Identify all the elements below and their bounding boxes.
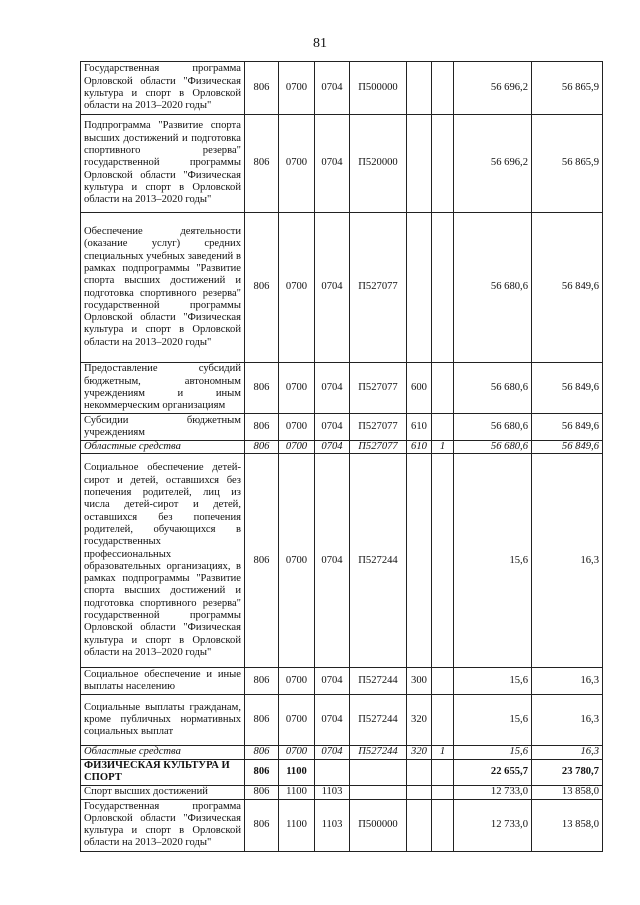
cell-name: Государственная программа Орловской области "Физическая культура и спорт в Орловской области на 2013–2020 годы" xyxy=(81,799,245,851)
cell-subsection: 1103 xyxy=(315,785,350,799)
cell-amount-year1: 12 733,0 xyxy=(454,785,532,799)
cell-target-article: П520000 xyxy=(350,115,407,213)
cell-subsection: 0704 xyxy=(315,668,350,695)
cell-amount-year2: 16,3 xyxy=(532,746,603,759)
cell-target-article: П527244 xyxy=(350,695,407,746)
cell-name: Социальные выплаты гражданам, кроме публичных нормативных социальных выплат xyxy=(81,695,245,746)
cell-target-article: П527244 xyxy=(350,668,407,695)
cell-expense-type: 320 xyxy=(407,746,432,759)
cell-grbs: 806 xyxy=(245,759,279,785)
cell-section: 0700 xyxy=(279,414,315,441)
cell-amount-year1: 56 680,6 xyxy=(454,213,532,363)
table-row xyxy=(81,454,603,668)
cell-name: Подпрограмма "Развитие спорта высших достижений и подготовка спортивного резерва" государственной программы Орловской области "Физическая культура и спорт в Орловской области на 2013–2020 годы" xyxy=(81,115,245,213)
cell-expense-type xyxy=(407,759,432,785)
cell-expense-type: 600 xyxy=(407,363,432,414)
cell-expense-type xyxy=(407,785,432,799)
cell-amount-year2: 56 849,6 xyxy=(532,414,603,441)
cell-section: 0700 xyxy=(279,62,315,115)
cell-section: 1100 xyxy=(279,785,315,799)
cell-source xyxy=(432,363,454,414)
cell-subsection: 0704 xyxy=(315,363,350,414)
cell-subsection: 0704 xyxy=(315,746,350,759)
cell-amount-year1: 15,6 xyxy=(454,695,532,746)
cell-expense-type: 610 xyxy=(407,441,432,454)
cell-expense-type: 610 xyxy=(407,414,432,441)
cell-grbs: 806 xyxy=(245,414,279,441)
cell-expense-type xyxy=(407,62,432,115)
cell-source xyxy=(432,799,454,851)
cell-amount-year2: 16,3 xyxy=(532,454,603,668)
cell-name: Социальное обеспечение и иные выплаты населению xyxy=(81,668,245,695)
cell-amount-year2: 16,3 xyxy=(532,668,603,695)
cell-grbs: 806 xyxy=(245,441,279,454)
cell-source: 1 xyxy=(432,441,454,454)
cell-source xyxy=(432,668,454,695)
cell-name: Предоставление субсидий бюджетным, автономным учреждениям и иным некоммерческим организациям xyxy=(81,363,245,414)
cell-section: 0700 xyxy=(279,363,315,414)
table-row xyxy=(81,799,603,851)
table-row xyxy=(81,363,603,414)
cell-name: Областные средства xyxy=(81,441,245,454)
table-row xyxy=(81,668,603,695)
cell-source xyxy=(432,785,454,799)
cell-amount-year2: 16,3 xyxy=(532,695,603,746)
cell-amount-year2: 56 849,6 xyxy=(532,363,603,414)
cell-expense-type xyxy=(407,454,432,668)
cell-subsection: 0704 xyxy=(315,454,350,668)
cell-subsection: 0704 xyxy=(315,115,350,213)
cell-grbs: 806 xyxy=(245,668,279,695)
cell-grbs: 806 xyxy=(245,785,279,799)
cell-name: ФИЗИЧЕСКАЯ КУЛЬТУРА И СПОРТ xyxy=(81,759,245,785)
cell-target-article: П500000 xyxy=(350,799,407,851)
cell-amount-year2: 56 849,6 xyxy=(532,441,603,454)
cell-section: 0700 xyxy=(279,441,315,454)
cell-grbs: 806 xyxy=(245,213,279,363)
cell-expense-type xyxy=(407,115,432,213)
cell-target-article xyxy=(350,759,407,785)
cell-subsection xyxy=(315,759,350,785)
cell-section: 0700 xyxy=(279,746,315,759)
cell-subsection: 0704 xyxy=(315,414,350,441)
table-row xyxy=(81,115,603,213)
table-row xyxy=(81,759,603,785)
cell-section: 0700 xyxy=(279,695,315,746)
cell-amount-year1: 56 680,6 xyxy=(454,363,532,414)
cell-expense-type xyxy=(407,213,432,363)
table-row xyxy=(81,746,603,759)
cell-amount-year1: 12 733,0 xyxy=(454,799,532,851)
cell-name: Областные средства xyxy=(81,746,245,759)
cell-subsection: 0704 xyxy=(315,62,350,115)
cell-source xyxy=(432,414,454,441)
cell-source: 1 xyxy=(432,746,454,759)
cell-source xyxy=(432,213,454,363)
cell-amount-year2: 13 858,0 xyxy=(532,799,603,851)
cell-name: Обеспечение деятельности (оказание услуг) средних специальных учебных заведений в рамках подпрограммы "Развитие спорта высших достижений и подготовка спортивного резерва" государственной программы Орловской области "Физическая культура и спорт в Орловской области на 2013–2020 годы" xyxy=(81,213,245,363)
cell-amount-year1: 56 696,2 xyxy=(454,115,532,213)
table-row xyxy=(81,62,603,115)
cell-grbs: 806 xyxy=(245,115,279,213)
cell-source xyxy=(432,759,454,785)
cell-amount-year1: 56 680,6 xyxy=(454,441,532,454)
cell-name: Субсидии бюджетным учреждениям xyxy=(81,414,245,441)
cell-amount-year1: 15,6 xyxy=(454,454,532,668)
cell-section: 0700 xyxy=(279,213,315,363)
cell-amount-year2: 56 849,6 xyxy=(532,213,603,363)
table-row xyxy=(81,785,603,799)
cell-subsection: 0704 xyxy=(315,695,350,746)
cell-target-article xyxy=(350,785,407,799)
cell-grbs: 806 xyxy=(245,62,279,115)
cell-target-article: П527077 xyxy=(350,363,407,414)
cell-amount-year1: 56 696,2 xyxy=(454,62,532,115)
cell-expense-type: 320 xyxy=(407,695,432,746)
cell-grbs: 806 xyxy=(245,454,279,668)
cell-target-article: П527077 xyxy=(350,414,407,441)
cell-amount-year2: 13 858,0 xyxy=(532,785,603,799)
cell-section: 1100 xyxy=(279,759,315,785)
cell-source xyxy=(432,695,454,746)
cell-name: Социальное обеспечение детей-сирот и детей, оставшихся без попечения родителей, лиц из числа детей-сирот и детей, оставшихся без попечения родителей, обучающихся в государственных профессиональных образовательных организациях, в рамках подпрограммы "Развитие спорта высших достижений и подготовка спортивного резерва" государственной программы Орловской области "Физическая культура и спорт в Орловской области на 2013–2020 годы" xyxy=(81,454,245,668)
cell-section: 0700 xyxy=(279,115,315,213)
cell-amount-year2: 56 865,9 xyxy=(532,62,603,115)
cell-expense-type: 300 xyxy=(407,668,432,695)
page-number: 81 xyxy=(313,36,327,51)
cell-section: 1100 xyxy=(279,799,315,851)
cell-amount-year1: 56 680,6 xyxy=(454,414,532,441)
cell-amount-year1: 22 655,7 xyxy=(454,759,532,785)
cell-name: Государственная программа Орловской области "Физическая культура и спорт в Орловской области на 2013–2020 годы" xyxy=(81,62,245,115)
cell-grbs: 806 xyxy=(245,695,279,746)
cell-target-article: П527244 xyxy=(350,746,407,759)
table-row xyxy=(81,695,603,746)
cell-subsection: 1103 xyxy=(315,799,350,851)
cell-source xyxy=(432,454,454,668)
cell-name: Спорт высших достижений xyxy=(81,785,245,799)
budget-table xyxy=(80,61,603,852)
cell-source xyxy=(432,62,454,115)
cell-amount-year1: 15,6 xyxy=(454,668,532,695)
cell-expense-type xyxy=(407,799,432,851)
cell-target-article: П500000 xyxy=(350,62,407,115)
table-row xyxy=(81,441,603,454)
cell-target-article: П527077 xyxy=(350,441,407,454)
cell-section: 0700 xyxy=(279,454,315,668)
table-row xyxy=(81,414,603,441)
cell-grbs: 806 xyxy=(245,799,279,851)
cell-grbs: 806 xyxy=(245,746,279,759)
table-row xyxy=(81,213,603,363)
cell-amount-year2: 23 780,7 xyxy=(532,759,603,785)
cell-grbs: 806 xyxy=(245,363,279,414)
cell-subsection: 0704 xyxy=(315,441,350,454)
cell-source xyxy=(432,115,454,213)
cell-amount-year1: 15,6 xyxy=(454,746,532,759)
cell-amount-year2: 56 865,9 xyxy=(532,115,603,213)
cell-section: 0700 xyxy=(279,668,315,695)
cell-target-article: П527244 xyxy=(350,454,407,668)
cell-subsection: 0704 xyxy=(315,213,350,363)
cell-target-article: П527077 xyxy=(350,213,407,363)
